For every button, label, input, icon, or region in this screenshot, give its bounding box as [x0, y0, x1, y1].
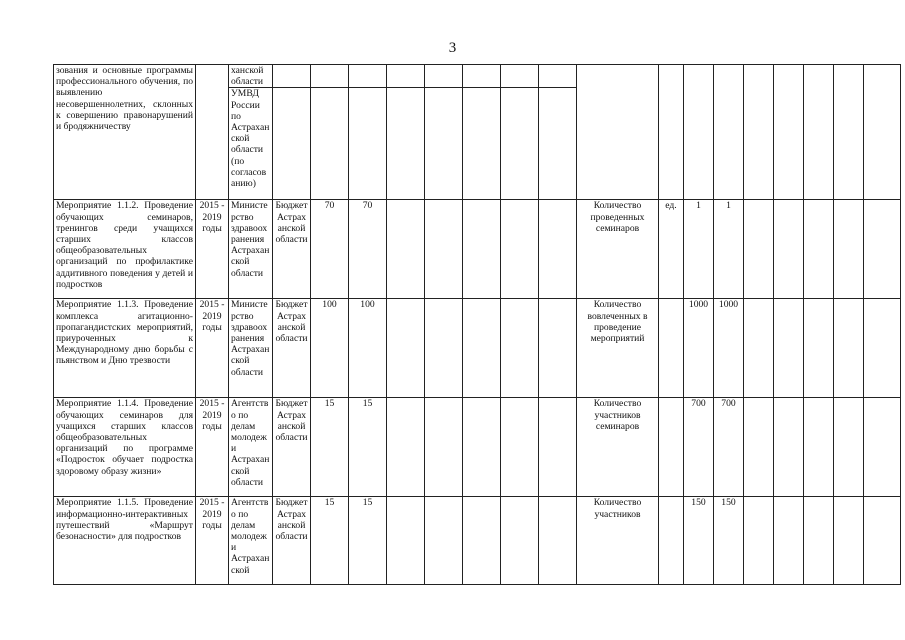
- unit-cell: [659, 299, 684, 398]
- funding-source-cell: Бюджет Астраханской области: [273, 200, 311, 299]
- target-cell: 700: [684, 398, 714, 497]
- period-cell: 2015 - 2019 годы: [196, 497, 229, 585]
- indicator-cell: Количество участников: [577, 497, 659, 585]
- target-cell: 1: [684, 200, 714, 299]
- indicator-cell: Количество участников семинаров: [577, 398, 659, 497]
- table-row: [54, 299, 901, 398]
- target-cell: 1000: [714, 299, 744, 398]
- amount-cell: 70: [311, 200, 349, 299]
- unit-cell: [659, 398, 684, 497]
- executor-cell: Министерство здравоохранения Астраханской области: [229, 299, 273, 398]
- activity-description: Мероприятие 1.1.5. Проведение информационно-интерактивных путешествий «Маршрут безонасности» для подростков: [54, 497, 196, 585]
- amount-cell: 15: [349, 497, 387, 585]
- executor-cell: Агентство по делам молодежи Астраханской области: [229, 398, 273, 497]
- funding-source-cell: Бюджет Астраханской области: [273, 497, 311, 585]
- amount-cell: 70: [349, 200, 387, 299]
- period-cell: 2015 - 2019 годы: [196, 398, 229, 497]
- activity-description: Мероприятие 1.1.4. Проведение обучающих семинаров для учащихся старших классов общеобразовательных организаций по программе «Подросток обучает подростка здоровому образу жизни»: [54, 398, 196, 497]
- target-cell: 1000: [684, 299, 714, 398]
- period-cell: 2015 - 2019 годы: [196, 200, 229, 299]
- indicator-cell: Количество проведенных семинаров: [577, 200, 659, 299]
- executor-cell: УМВД России по Астраханской области (по согласованию): [229, 88, 273, 200]
- target-cell: 150: [714, 497, 744, 585]
- amount-cell: 100: [349, 299, 387, 398]
- program-activities-table: [53, 64, 901, 585]
- executor-cell: Министерство здравоохранения Астраханской области: [229, 200, 273, 299]
- unit-cell: [659, 497, 684, 585]
- amount-cell: 15: [311, 398, 349, 497]
- page-number: 3: [448, 40, 457, 56]
- amount-cell: 100: [311, 299, 349, 398]
- table-row: [54, 497, 901, 585]
- activity-description: зования и основные программы профессионального обучения, по выявлению несовершеннолетних, склонных к совершению правонарушений и бродяжничеству: [54, 65, 196, 200]
- funding-source-cell: Бюджет Астраханской области: [273, 398, 311, 497]
- indicator-cell: Количество вовлеченных в проведение мероприятий: [577, 299, 659, 398]
- table-row: [54, 398, 901, 497]
- amount-cell: 15: [349, 398, 387, 497]
- target-cell: 150: [684, 497, 714, 585]
- period-cell: 2015 - 2019 годы: [196, 299, 229, 398]
- table-row-continuation: [54, 65, 901, 88]
- activity-description: Мероприятие 1.1.3. Проведение комплекса агитационно-пропагандистских мероприятий, приуроченных к Международному дню борьбы с пьянством и Дню трезвости: [54, 299, 196, 398]
- unit-cell: ед.: [659, 200, 684, 299]
- target-cell: 1: [714, 200, 744, 299]
- amount-cell: 15: [311, 497, 349, 585]
- activity-description: Мероприятие 1.1.2. Проведение обучающих семинаров, тренингов среди учащихся старших классов общеобразовательных организаций по профилактике аддитивного поведения у детей и подростков: [54, 200, 196, 299]
- target-cell: 700: [714, 398, 744, 497]
- table-row: [54, 200, 901, 299]
- executor-cell: Агентство по делам молодежи Астраханской: [229, 497, 273, 585]
- funding-source-cell: Бюджет Астраханской области: [273, 299, 311, 398]
- executor-cell: ханской области: [229, 65, 273, 88]
